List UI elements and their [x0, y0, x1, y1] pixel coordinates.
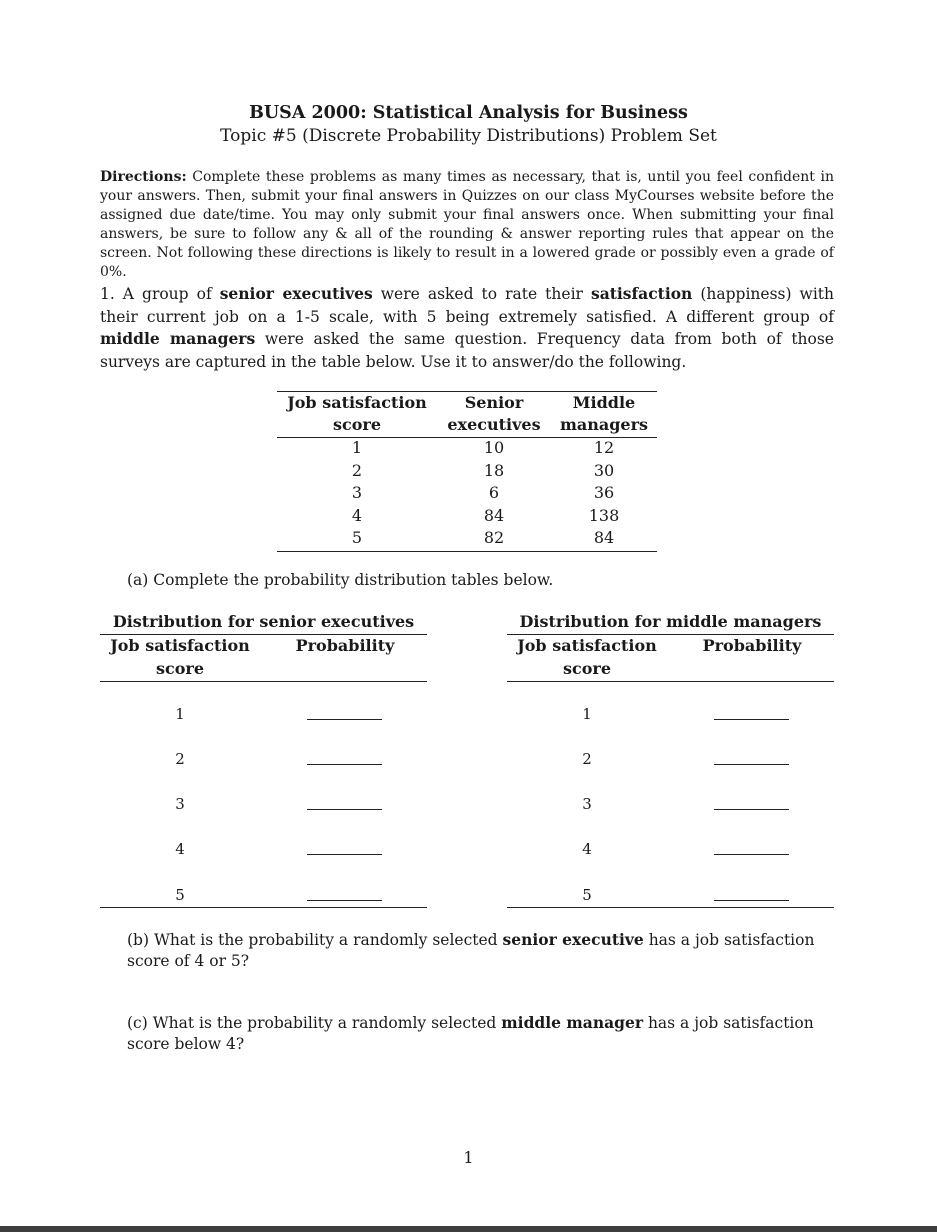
table-cell-senior: 84 — [483, 505, 505, 525]
header-executives: executives — [447, 415, 541, 434]
header-job-satisfaction: Job satisfaction — [287, 393, 427, 412]
header-score: score — [332, 415, 382, 434]
probability-blank[interactable] — [307, 809, 382, 810]
part-c-text-part: (c) What is the probability a randomly selected — [127, 1014, 502, 1032]
q1-text-part: were asked the same question. Frequency data from both of those surveys are captured in the table below. Use it to answer/do the following. — [100, 330, 834, 371]
table-cell-score: 1 — [351, 438, 363, 457]
bottom-rule — [100, 907, 427, 908]
q1-text-part: (happiness) with their current job on a 1-5 scale, with 5 being extremely satisfied. A different group of — [100, 285, 834, 326]
header-managers: managers — [559, 415, 649, 434]
score-label: 5 — [175, 886, 185, 904]
probability-blank[interactable] — [714, 719, 789, 720]
viewer-bottom-bar — [0, 1226, 937, 1232]
header-middle: Middle — [572, 393, 636, 412]
table-cell-middle: 138 — [588, 505, 620, 525]
header-rule — [507, 681, 834, 682]
middle-distribution-title: Distribution for middle managers — [519, 612, 822, 631]
table-cell-senior: 18 — [483, 460, 505, 480]
table-cell-score: 2 — [351, 460, 363, 480]
header-rule — [100, 681, 427, 682]
probability-blank[interactable] — [714, 854, 789, 855]
score-label: 1 — [582, 705, 592, 723]
part-c-bold-middle-manager: middle manager — [501, 1013, 644, 1032]
q1-bold-senior-executives: senior executives — [219, 284, 373, 303]
directions-label: Directions: — [100, 169, 187, 185]
part-b-text-part: has a job satisfaction score of 4 or 5? — [127, 931, 815, 970]
part-c-text — [127, 1012, 834, 1055]
col-job-satisfaction: Job satisfaction — [517, 636, 657, 655]
question-1-text — [100, 283, 834, 373]
table-cell-middle: 12 — [593, 438, 615, 457]
col-score: score — [562, 659, 612, 678]
col-job-satisfaction: Job satisfaction — [110, 636, 250, 655]
score-label: 3 — [175, 795, 185, 813]
senior-distribution-table — [100, 611, 427, 911]
probability-blank[interactable] — [307, 719, 382, 720]
table-cell-middle: 30 — [593, 460, 615, 480]
header-senior: Senior — [464, 393, 524, 412]
table-cell-score: 5 — [351, 528, 363, 547]
table-cell-score: 3 — [351, 483, 363, 502]
score-label: 4 — [175, 840, 185, 858]
q1-text-part: 1. A group of — [100, 285, 220, 303]
table-bottom-rule — [277, 551, 657, 552]
score-label: 4 — [582, 840, 592, 858]
table-cell-score: 4 — [351, 505, 363, 525]
document-subtitle: Topic #5 (Discrete Probability Distributions) Problem Set — [220, 126, 717, 146]
score-label: 5 — [582, 886, 592, 904]
score-label: 2 — [582, 750, 592, 768]
table-cell-senior: 82 — [483, 528, 505, 547]
probability-blank[interactable] — [714, 900, 789, 901]
page-number: 1 — [463, 1148, 474, 1167]
probability-blank[interactable] — [307, 900, 382, 901]
part-c-text-part: has a job satisfaction score below 4? — [127, 1014, 814, 1053]
directions-text: Complete these problems as many times as necessary, that is, until you feel confident in your answers. Then, submit your final answers in Quizzes on our class MyCourses website before the assigned due date/time. You may only submit your final answers once. When submitting your final answers, be sure to follow any & all of the rounding & answer reporting rules that appear on the screen. Not following these directions is likely to result in a lowered grade or possibly even a grade of 0%. — [100, 169, 835, 280]
score-label: 3 — [582, 795, 592, 813]
part-a-text: (a) Complete the probability distribution tables below. — [127, 571, 554, 589]
middle-distribution-table — [507, 611, 834, 911]
q1-text-part: were asked to rate their — [372, 285, 591, 303]
document-title: BUSA 2000: Statistical Analysis for Business — [249, 103, 688, 123]
table-cell-middle: 84 — [593, 528, 615, 547]
col-probability: Probability — [295, 636, 395, 655]
probability-blank[interactable] — [714, 764, 789, 765]
table-cell-middle: 36 — [593, 483, 615, 502]
part-b-text — [127, 929, 834, 972]
senior-distribution-title: Distribution for senior executives — [112, 612, 415, 631]
probability-blank[interactable] — [307, 764, 382, 765]
q1-bold-middle-managers: middle managers — [100, 329, 256, 348]
probability-blank[interactable] — [714, 809, 789, 810]
q1-bold-satisfaction: satisfaction — [590, 284, 693, 303]
bottom-rule — [507, 907, 834, 908]
col-probability: Probability — [702, 636, 802, 655]
col-score: score — [155, 659, 205, 678]
frequency-table — [277, 391, 657, 552]
score-label: 2 — [175, 750, 185, 768]
part-b-bold-senior-executive: senior executive — [502, 930, 644, 949]
directions-paragraph — [100, 168, 834, 282]
probability-blank[interactable] — [307, 854, 382, 855]
part-b-text-part: (b) What is the probability a randomly selected — [127, 931, 503, 949]
table-cell-senior: 10 — [483, 438, 505, 457]
score-label: 1 — [175, 705, 185, 723]
table-cell-senior: 6 — [488, 483, 500, 502]
